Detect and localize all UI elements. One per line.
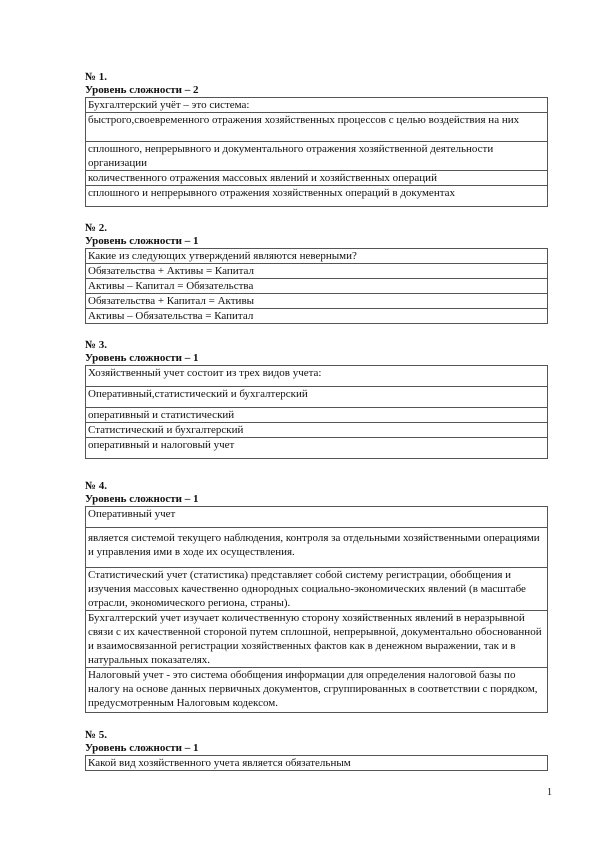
question-1	[85, 71, 548, 207]
answer-table	[85, 365, 548, 459]
answer-option: Обязательства + Капитал = Активы	[86, 294, 548, 309]
answer-option: сплошного и непрерывного отражения хозяйственных операций в документах	[86, 186, 548, 207]
question-4	[85, 480, 548, 713]
difficulty-level: Уровень сложности – 1	[85, 493, 199, 505]
question-5	[85, 729, 548, 771]
answer-option: Оперативный,статистический и бухгалтерский	[86, 387, 548, 408]
answer-option: оперативный и налоговый учет	[86, 438, 548, 459]
answer-table	[85, 248, 548, 324]
answer-option: Активы – Обязательства = Капитал	[86, 309, 548, 324]
answer-option: Обязательства + Активы = Капитал	[86, 264, 548, 279]
answer-table	[85, 97, 548, 207]
question-text: Какой вид хозяйственного учета является обязательным	[86, 756, 548, 771]
answer-option: является системой текущего наблюдения, контроля за отдельными хозяйственными операциями и управления ими в ходе их осуществления.	[86, 528, 548, 568]
question-number: № 5.	[85, 729, 108, 741]
question-number: № 3.	[85, 339, 108, 351]
difficulty-level: Уровень сложности – 2	[85, 84, 199, 96]
question-text: Бухгалтерский учёт – это система:	[86, 98, 548, 113]
page-number: 1	[547, 787, 552, 798]
answer-option: оперативный и статистический	[86, 408, 548, 423]
answer-option: количественного отражения массовых явлений и хозяйственных операций	[86, 171, 548, 186]
question-text: Хозяйственный учет состоит из трех видов учета:	[86, 366, 548, 387]
answer-option: сплошного, непрерывного и документального отражения хозяйственной деятельности организации	[86, 142, 548, 171]
question-text: Оперативный учет	[86, 507, 548, 528]
answer-table	[85, 755, 548, 771]
question-3	[85, 339, 548, 459]
question-number: № 2.	[85, 222, 108, 234]
answer-option: Налоговый учет - это система обобщения информации для определения налоговой базы по налогу на основе данных первичных документов, сгруппированных в соответствии с порядком, предусмотренным Налоговым кодексом.	[86, 668, 548, 713]
answer-option: быстрого,своевременного отражения хозяйственных процессов с целью воздействия на них	[86, 113, 548, 142]
answer-option: Статистический и бухгалтерский	[86, 423, 548, 438]
difficulty-level: Уровень сложности – 1	[85, 352, 199, 364]
answer-option: Бухгалтерский учет изучает количественную сторону хозяйственных явлений в неразрывной связи с их качественной стороной путем сплошной, непрерывной, документально обоснованной и взаимосвязанной регистрации хозяйственных фактов как в денежном выражении, так и в натуральных показателях.	[86, 611, 548, 668]
question-number: № 4.	[85, 480, 108, 492]
difficulty-level: Уровень сложности – 1	[85, 235, 199, 247]
question-number: № 1.	[85, 71, 108, 83]
difficulty-level: Уровень сложности – 1	[85, 742, 199, 754]
answer-option: Статистический учет (статистика) представляет собой систему регистрации, обобщения и изучения массовых качественно однородных социально-экономических явлений (в масштабе отрасли, экономического региона, страны).	[86, 568, 548, 611]
answer-option: Активы – Капитал = Обязательства	[86, 279, 548, 294]
question-2	[85, 222, 548, 324]
answer-table	[85, 506, 548, 713]
question-text: Какие из следующих утверждений являются неверными?	[86, 249, 548, 264]
